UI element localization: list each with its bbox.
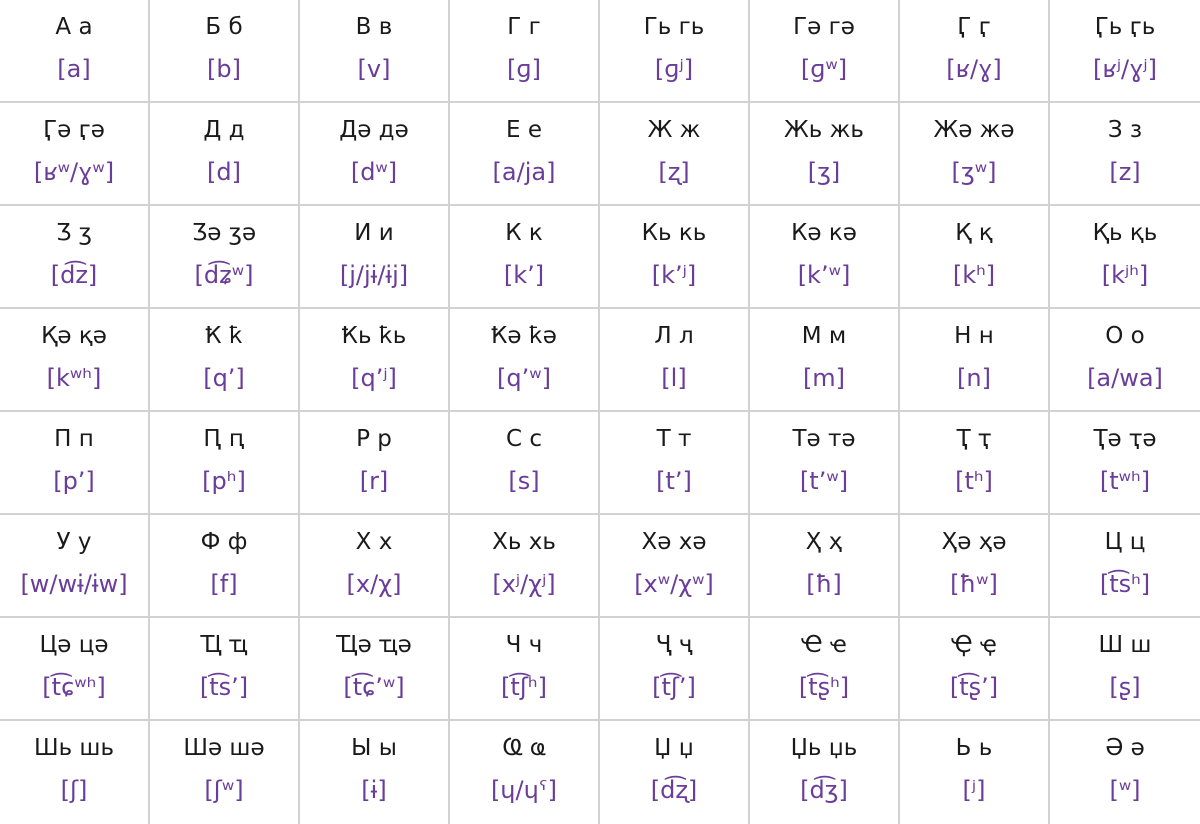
ipa-transcription: [t͡ʃʼ] <box>652 673 696 701</box>
letter-cell <box>450 721 600 824</box>
letter-cell <box>1050 103 1200 206</box>
letter-cell <box>750 721 900 824</box>
cyrillic-letter: В в <box>355 14 393 40</box>
cyrillic-letter: Ҽ ҽ <box>801 632 847 658</box>
letter-cell <box>750 515 900 618</box>
ipa-transcription: [a/ja] <box>492 158 556 186</box>
cyrillic-letter: Қ қ <box>955 220 993 246</box>
cyrillic-letter: О о <box>1105 323 1145 349</box>
letter-cell <box>450 0 600 103</box>
cyrillic-letter: Жь жь <box>784 117 864 143</box>
letter-cell <box>300 721 450 824</box>
ipa-transcription: [x/χ] <box>346 570 402 598</box>
ipa-transcription: [z] <box>1109 158 1141 186</box>
cyrillic-letter: Ӷь ӷь <box>1094 14 1156 40</box>
cyrillic-letter: К к <box>505 220 543 246</box>
cyrillic-letter: Ӡ ӡ <box>56 220 92 246</box>
cyrillic-letter: Ф ф <box>200 529 248 555</box>
cyrillic-letter: Ҿ ҿ <box>951 632 997 658</box>
ipa-transcription: [pʼ] <box>53 467 95 495</box>
letter-cell <box>900 515 1050 618</box>
letter-cell <box>300 412 450 515</box>
ipa-transcription: [ɡ] <box>507 55 541 83</box>
letter-cell <box>750 618 900 721</box>
letter-cell <box>300 618 450 721</box>
letter-cell <box>750 206 900 309</box>
ipa-transcription: [t͡sʼ] <box>199 673 249 701</box>
cyrillic-letter: Ҭә ҭә <box>1093 426 1157 452</box>
ipa-transcription: [d͡ʒ] <box>800 776 848 804</box>
cyrillic-letter: Цә цә <box>39 632 109 658</box>
cyrillic-letter: Ӡә ӡә <box>191 220 257 246</box>
cyrillic-letter: А а <box>55 14 93 40</box>
letter-cell <box>450 103 600 206</box>
cyrillic-letter: У у <box>56 529 92 555</box>
letter-cell <box>600 0 750 103</box>
ipa-transcription: [d] <box>207 158 241 186</box>
letter-cell <box>600 412 750 515</box>
ipa-transcription: [kʼ] <box>503 261 545 289</box>
letter-cell <box>450 618 600 721</box>
cyrillic-letter: Ҳ ҳ <box>805 529 843 555</box>
ipa-transcription: [t͡sʰ] <box>1099 570 1151 598</box>
letter-cell <box>0 0 150 103</box>
cyrillic-letter: Л л <box>654 323 694 349</box>
ipa-transcription: [kʲʰ] <box>1101 261 1149 289</box>
cyrillic-letter: Ԥ ԥ <box>203 426 245 452</box>
ipa-transcription: [ħ] <box>806 570 842 598</box>
cyrillic-letter: Г г <box>507 14 541 40</box>
ipa-transcription: [kʰ] <box>952 261 996 289</box>
letter-cell <box>900 0 1050 103</box>
ipa-transcription: [tʰ] <box>955 467 993 495</box>
ipa-transcription: [m] <box>802 364 846 392</box>
ipa-transcription: [j/jɨ/ɨj] <box>339 261 409 289</box>
cyrillic-letter: Дә дә <box>339 117 409 143</box>
letter-cell <box>150 206 300 309</box>
ipa-transcription: [a] <box>57 55 91 83</box>
ipa-transcription: [ɡʲ] <box>654 55 694 83</box>
letter-cell <box>150 0 300 103</box>
letter-cell <box>0 721 150 824</box>
letter-cell <box>300 103 450 206</box>
letter-cell <box>900 412 1050 515</box>
ipa-transcription: [r] <box>359 467 389 495</box>
cyrillic-letter: Р р <box>356 426 392 452</box>
letter-cell <box>150 103 300 206</box>
cyrillic-letter: З з <box>1107 117 1143 143</box>
letter-cell <box>900 618 1050 721</box>
letter-cell <box>300 206 450 309</box>
cyrillic-letter: Ш ш <box>1098 632 1152 658</box>
ipa-transcription: [xʲ/χʲ] <box>492 570 556 598</box>
cyrillic-letter: Ҟ ҟ <box>205 323 243 349</box>
cyrillic-letter: Ы ы <box>351 735 397 761</box>
letter-cell <box>1050 721 1200 824</box>
ipa-transcription: [n] <box>957 364 991 392</box>
cyrillic-letter: Ҭ ҭ <box>956 426 992 452</box>
letter-cell <box>1050 618 1200 721</box>
letter-cell <box>0 206 150 309</box>
ipa-transcription: [ɨ] <box>361 776 387 804</box>
ipa-transcription: [qʼʷ] <box>497 364 551 392</box>
ipa-transcription: [ʒ] <box>807 158 841 186</box>
letter-cell <box>450 412 600 515</box>
cyrillic-letter: Жә жә <box>933 117 1015 143</box>
letter-cell <box>750 0 900 103</box>
cyrillic-letter: Ә ә <box>1105 735 1145 761</box>
letter-cell <box>600 721 750 824</box>
ipa-transcription: [ʐ] <box>658 158 690 186</box>
letter-cell <box>900 206 1050 309</box>
cyrillic-letter: Қә қә <box>41 323 107 349</box>
cyrillic-letter: Ч ч <box>505 632 543 658</box>
cyrillic-letter: Т т <box>656 426 692 452</box>
letter-cell <box>0 515 150 618</box>
cyrillic-letter: П п <box>54 426 94 452</box>
ipa-transcription: [ʁʲ/ɣʲ] <box>1093 55 1157 83</box>
cyrillic-letter: Ҩ ҩ <box>502 735 546 761</box>
cyrillic-letter: Д д <box>203 117 245 143</box>
ipa-transcription: [t͡ʃʰ] <box>501 673 547 701</box>
cyrillic-letter: С с <box>505 426 543 452</box>
letter-cell <box>900 103 1050 206</box>
ipa-transcription: [ʒʷ] <box>951 158 997 186</box>
ipa-transcription: [ʁʷ/ɣʷ] <box>33 158 115 186</box>
ipa-transcription: [dʷ] <box>350 158 398 186</box>
cyrillic-letter: Џ џ <box>654 735 694 761</box>
letter-cell <box>150 618 300 721</box>
letter-cell <box>600 103 750 206</box>
ipa-transcription: [tʷʰ] <box>1099 467 1151 495</box>
letter-cell <box>1050 309 1200 412</box>
letter-cell <box>750 309 900 412</box>
letter-cell <box>150 721 300 824</box>
cyrillic-letter: Гь гь <box>643 14 705 40</box>
cyrillic-letter: Ҷ ҷ <box>655 632 693 658</box>
ipa-transcription: [ʂ] <box>1109 673 1141 701</box>
cyrillic-letter: Ҟь ҟь <box>341 323 407 349</box>
ipa-transcription: [f] <box>210 570 238 598</box>
cyrillic-letter: Тә тә <box>792 426 856 452</box>
letter-cell <box>150 515 300 618</box>
ipa-transcription: [a/wa] <box>1087 364 1163 392</box>
cyrillic-letter: Ц ц <box>1104 529 1146 555</box>
letter-cell <box>0 618 150 721</box>
letter-cell <box>0 412 150 515</box>
cyrillic-letter: Ӷ ӷ <box>957 14 991 40</box>
letter-cell <box>300 0 450 103</box>
ipa-transcription: [kʷʰ] <box>46 364 102 392</box>
letter-cell <box>750 103 900 206</box>
cyrillic-letter: И и <box>354 220 394 246</box>
cyrillic-letter: Х х <box>355 529 393 555</box>
cyrillic-letter: Ҳә ҳә <box>941 529 1007 555</box>
ipa-transcription: [qʼ] <box>203 364 245 392</box>
cyrillic-letter: Ҵ ҵ <box>200 632 248 658</box>
letter-cell <box>0 103 150 206</box>
cyrillic-letter: Хә хә <box>641 529 707 555</box>
ipa-transcription: [tʼ] <box>656 467 692 495</box>
letter-cell <box>150 412 300 515</box>
ipa-transcription: [kʼʷ] <box>797 261 851 289</box>
cyrillic-letter: Кь кь <box>641 220 707 246</box>
ipa-transcription: [tʼʷ] <box>799 467 849 495</box>
ipa-transcription: [ʁ/ɣ] <box>946 55 1002 83</box>
ipa-transcription: [l] <box>661 364 687 392</box>
ipa-transcription: [w/wɨ/ɨw] <box>20 570 128 598</box>
ipa-transcription: [ɡʷ] <box>800 55 848 83</box>
letter-cell <box>0 309 150 412</box>
cyrillic-letter: Гә гә <box>793 14 855 40</box>
letter-cell <box>450 309 600 412</box>
ipa-transcription: [t͡ʂʰ] <box>798 673 850 701</box>
letter-cell <box>300 309 450 412</box>
ipa-transcription: [ʃʷ] <box>204 776 244 804</box>
cyrillic-letter: Хь хь <box>492 529 556 555</box>
ipa-transcription: [ʲ] <box>962 776 986 804</box>
cyrillic-letter: Н н <box>954 323 994 349</box>
letter-cell <box>1050 206 1200 309</box>
cyrillic-letter: Кә кә <box>791 220 857 246</box>
letter-cell <box>1050 515 1200 618</box>
letter-cell <box>600 515 750 618</box>
ipa-transcription: [v] <box>357 55 391 83</box>
cyrillic-letter: Е е <box>506 117 542 143</box>
cyrillic-letter: Б б <box>205 14 243 40</box>
letter-cell <box>1050 0 1200 103</box>
letter-cell <box>900 721 1050 824</box>
cyrillic-letter: Ӷә ӷә <box>43 117 105 143</box>
cyrillic-letter: Ҵә ҵә <box>336 632 412 658</box>
letter-cell <box>300 515 450 618</box>
ipa-transcription: [s] <box>508 467 540 495</box>
cyrillic-letter: Қь қь <box>1092 220 1158 246</box>
ipa-transcription: [xʷ/χʷ] <box>634 570 714 598</box>
letter-cell <box>150 309 300 412</box>
letter-cell <box>900 309 1050 412</box>
cyrillic-letter: Шә шә <box>183 735 265 761</box>
ipa-transcription: [kʼʲ] <box>651 261 697 289</box>
ipa-transcription: [ʷ] <box>1109 776 1141 804</box>
letter-cell <box>600 618 750 721</box>
ipa-transcription: [d͡ʑʷ] <box>194 261 254 289</box>
ipa-transcription: [qʼʲ] <box>351 364 397 392</box>
ipa-transcription: [t͡ʂʼ] <box>949 673 999 701</box>
ipa-transcription: [t͡ɕʷʰ] <box>42 673 106 701</box>
cyrillic-letter: Ь ь <box>955 735 993 761</box>
ipa-transcription: [t͡ɕʼʷ] <box>343 673 405 701</box>
cyrillic-letter: Шь шь <box>33 735 115 761</box>
ipa-transcription: [ɥ/ɥˤ] <box>490 776 558 804</box>
letter-cell <box>750 412 900 515</box>
cyrillic-letter: М м <box>801 323 847 349</box>
ipa-transcription: [b] <box>207 55 241 83</box>
letter-cell <box>450 206 600 309</box>
letter-cell <box>600 309 750 412</box>
cyrillic-letter: Џь џь <box>790 735 858 761</box>
letter-cell <box>450 515 600 618</box>
ipa-transcription: [ʃ] <box>60 776 88 804</box>
ipa-transcription: [ħʷ] <box>950 570 998 598</box>
cyrillic-letter: Ж ж <box>647 117 701 143</box>
letter-cell <box>600 206 750 309</box>
letter-cell <box>1050 412 1200 515</box>
ipa-transcription: [d͡ʐ] <box>650 776 698 804</box>
ipa-transcription: [d͡z] <box>50 261 98 289</box>
cyrillic-letter: Ҟә ҟә <box>491 323 557 349</box>
ipa-transcription: [pʰ] <box>202 467 246 495</box>
